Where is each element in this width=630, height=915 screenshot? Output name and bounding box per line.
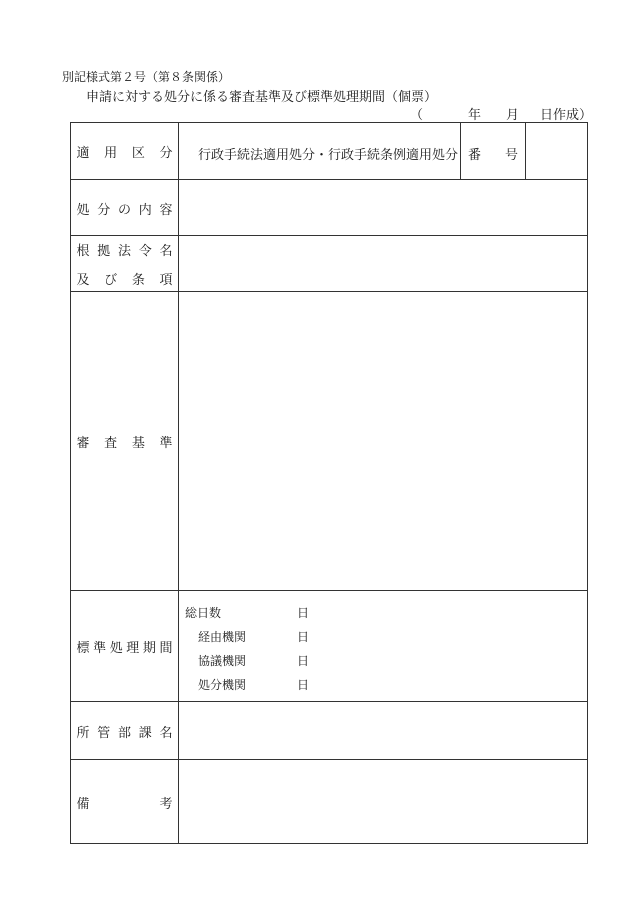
form-number-label: 別記様式第２号（第８条関係） [62, 70, 231, 84]
form-table [70, 122, 588, 844]
date-year-label: 年 [468, 108, 482, 123]
date-day-label: 日作成） [540, 108, 593, 123]
date-open-paren: （ [410, 108, 424, 123]
department-label: 所 管 部 課 名 [76, 725, 173, 741]
category-label: 適 用 区 分 [76, 145, 173, 161]
via-agency-days-unit: 日 [297, 630, 310, 644]
number-column-divider [460, 123, 461, 179]
document-title: 申請に対する処分に係る審査基準及び標準処理期間（個票） [86, 90, 438, 105]
review-criteria-label: 審 査 基 準 [76, 435, 173, 451]
consult-agency-days-label: 協議機関 [198, 654, 247, 668]
date-month-label: 月 [506, 108, 520, 123]
consult-agency-days-unit: 日 [297, 654, 310, 668]
number-label: 番 号 [468, 148, 518, 163]
disposing-agency-days-label: 処分機関 [198, 678, 247, 692]
legal-basis-label: 根 拠 法 令 名 及 び 条 項 [76, 244, 173, 288]
disposition-content-label: 処 分 の 内 容 [76, 202, 173, 218]
category-value: 行政手続法適用処分・行政手続条例適用処分 [198, 148, 459, 163]
department-field[interactable] [180, 702, 587, 758]
label-column-divider [178, 123, 179, 843]
disposing-agency-days-unit: 日 [297, 678, 310, 692]
legal-basis-field[interactable] [180, 236, 587, 291]
total-days-unit: 日 [297, 606, 310, 620]
review-criteria-field[interactable] [180, 292, 587, 589]
remarks-field[interactable] [180, 760, 587, 842]
total-days-label: 総日数 [185, 606, 222, 620]
processing-period-label: 標 準 処 理 期 間 [76, 640, 173, 656]
disposition-content-field[interactable] [180, 180, 587, 235]
number-value-divider [525, 123, 526, 179]
number-input[interactable] [527, 123, 587, 179]
via-agency-days-label: 経由機関 [198, 630, 247, 644]
remarks-label: 備 考 [76, 796, 173, 812]
